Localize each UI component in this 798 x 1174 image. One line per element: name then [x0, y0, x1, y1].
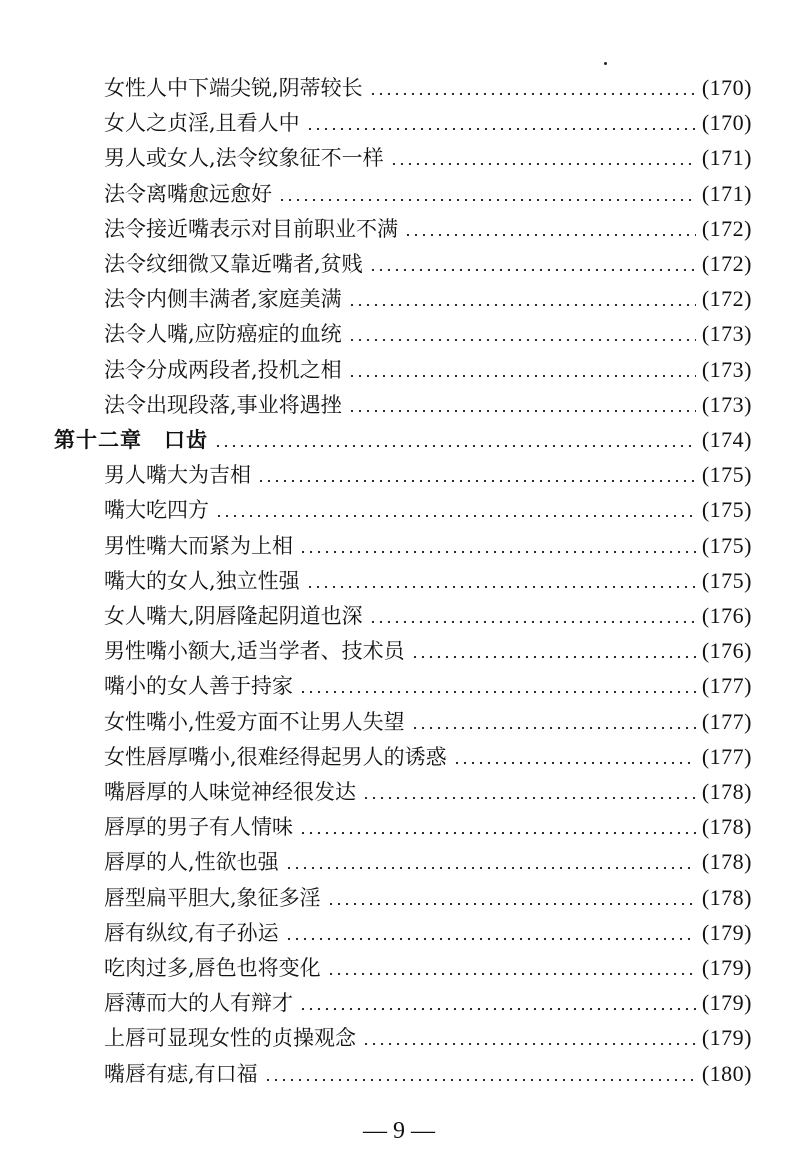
toc-entry-page: (173): [701, 391, 752, 417]
dot-leader: [453, 762, 696, 764]
toc-entry-page: (178): [701, 814, 752, 840]
toc-entry-page: (179): [701, 990, 752, 1016]
dot-leader: [404, 234, 696, 236]
dot-leader: [327, 973, 696, 975]
toc-entry-title: 法令接近嘴表示对目前职业不满: [104, 216, 398, 241]
toc-entry-page: (179): [701, 1025, 752, 1051]
dot-leader: [369, 621, 696, 623]
dot-leader: [362, 797, 696, 799]
toc-entry-title: 嘴小的女人善于持家: [104, 674, 293, 699]
toc-entry-title: 男性嘴小额大,适当学者、技术员: [104, 639, 405, 664]
toc-entry-page: (178): [701, 884, 752, 910]
dot-leader: [327, 903, 696, 905]
toc-entry: [104, 950, 752, 986]
page-number: — 9 —: [363, 1118, 435, 1144]
dot-leader: [278, 199, 696, 201]
dot-leader: [306, 586, 696, 588]
toc-entry-title: 女人嘴大,阴唇隆起阴道也深: [104, 604, 363, 628]
toc-entry: [104, 880, 752, 916]
toc-entry: [104, 140, 752, 176]
toc-entry-page: (179): [701, 919, 752, 945]
toc-entry-title: 法令分成两段者,投机之相: [104, 357, 342, 382]
toc-entry-page: (172): [701, 286, 752, 312]
toc-entry-page: (172): [701, 215, 752, 241]
toc-entry: [104, 70, 752, 106]
toc-entry-title: 女性嘴小,性爱方面不让男人失望: [104, 709, 405, 734]
toc-entry: [104, 844, 752, 880]
toc-entry-title: 女性人中下端尖锐,阴蒂较长: [104, 76, 363, 100]
toc-entry-title: 男性嘴大而紧为上相: [104, 533, 293, 558]
dot-leader: [299, 1008, 696, 1010]
toc-entry-title: 嘴大吃四方: [104, 498, 209, 523]
toc-entry-title: 唇厚的男子有人情味: [104, 815, 293, 840]
toc-entry-title: 法令纹细微又靠近嘴者,贫贱: [104, 252, 363, 276]
scan-speck: [604, 62, 607, 65]
toc-entry-page: (178): [701, 779, 752, 804]
toc-entry-page: (177): [701, 673, 752, 699]
toc-entry-page: (177): [701, 743, 752, 769]
toc-entry-title: 法令离嘴愈远愈好: [104, 181, 272, 206]
toc-chapter-heading: [54, 422, 752, 458]
dot-leader: [348, 339, 696, 341]
toc-entry-page: (172): [701, 251, 752, 276]
toc-entry-title: 法令内侧丰满者,家庭美满: [104, 287, 342, 312]
dot-leader: [411, 727, 696, 729]
toc-entry-page: (176): [701, 603, 752, 628]
toc-entry-page: (177): [701, 708, 752, 734]
toc-entry-page: (175): [701, 532, 752, 558]
toc-entry-title: 吃肉过多,唇色也将变化: [104, 956, 321, 980]
toc-entry-title: 嘴唇厚的人味觉神经很发达: [104, 780, 356, 804]
toc-entry-title: 法令人嘴,应防癌症的血统: [104, 322, 342, 347]
toc-entry: [104, 563, 752, 599]
dot-leader: [390, 163, 696, 165]
toc-entry: [104, 387, 752, 423]
dot-leader: [299, 832, 696, 834]
toc-entry: [104, 352, 752, 388]
dot-leader: [215, 515, 696, 517]
dot-leader: [411, 656, 696, 658]
toc-entry: [104, 1056, 752, 1092]
toc-entry-page: (173): [701, 321, 752, 347]
dot-leader: [306, 128, 696, 130]
toc-entry-title: 男人或女人,法令纹象征不一样: [104, 146, 384, 171]
toc-entry-page: (173): [701, 356, 752, 382]
toc-entry: [104, 457, 752, 493]
toc-entry: [104, 211, 752, 247]
dot-leader: [257, 480, 696, 482]
toc-entry: [104, 704, 752, 740]
dot-leader: [299, 691, 696, 693]
toc-entry-page: (176): [701, 638, 752, 664]
toc-entry-page: (179): [701, 955, 752, 980]
toc-entry: [104, 809, 752, 845]
dot-leader: [348, 410, 696, 412]
dot-leader: [369, 93, 696, 95]
toc-entry-title: 上唇可显现女性的贞操观念: [104, 1026, 356, 1051]
toc-entry-title: 嘴大的女人,独立性强: [104, 568, 300, 593]
toc-entry-title: 男人嘴大为吉相: [104, 463, 251, 488]
toc-entry-page: (171): [701, 145, 752, 171]
dot-leader: [369, 269, 696, 271]
toc-entry-title: 法令出现段落,事业将遇挫: [104, 392, 342, 417]
toc-entry-page: (170): [701, 110, 752, 136]
toc-entry: [104, 492, 752, 528]
toc-entry: [104, 316, 752, 352]
toc-entry: [104, 1020, 752, 1056]
dot-leader: [362, 1043, 696, 1045]
dot-leader: [285, 867, 696, 869]
dot-leader: [348, 304, 696, 306]
toc-entry-page: (174): [701, 427, 752, 452]
toc-entry: [104, 774, 752, 810]
toc-entry: [104, 633, 752, 669]
toc-entry-title: 女性唇厚嘴小,很难经得起男人的诱惑: [104, 744, 447, 769]
dot-leader: [348, 375, 696, 377]
toc-entry-title: 唇有纵纹,有子孙运: [104, 920, 279, 945]
toc-entry-title: 女人之贞淫,且看人中: [104, 111, 300, 136]
toc-entry-page: (175): [701, 462, 752, 488]
dot-leader: [299, 551, 696, 553]
toc-entry: [104, 246, 752, 282]
toc-entry: [104, 528, 752, 564]
toc-entry-title: 唇厚的人,性欲也强: [104, 850, 279, 875]
toc-entry-page: (171): [701, 180, 752, 206]
toc-entry: [104, 105, 752, 141]
toc-entry-title: 嘴唇有痣,有口福: [104, 1061, 258, 1086]
dot-leader: [285, 938, 696, 940]
toc-entry-title: 第十二章 口齿: [54, 427, 208, 452]
toc-entry: [104, 281, 752, 317]
dot-leader: [264, 1079, 696, 1081]
toc-entry: [104, 668, 752, 704]
toc-entry: [104, 915, 752, 951]
toc-entry: [104, 176, 752, 212]
toc-entry-page: (178): [701, 849, 752, 875]
toc-entry: [104, 739, 752, 775]
toc-entry-page: (175): [701, 497, 752, 523]
toc-entry: [104, 985, 752, 1021]
toc-entry-title: 唇薄而大的人有辩才: [104, 991, 293, 1016]
toc-entry-page: (170): [701, 75, 752, 100]
toc-entry-page: (175): [701, 567, 752, 593]
dot-leader: [214, 445, 696, 447]
toc-entry-title: 唇型扁平胆大,象征多淫: [104, 885, 321, 910]
toc-entry: [104, 598, 752, 634]
toc-entry-page: (180): [701, 1060, 752, 1086]
